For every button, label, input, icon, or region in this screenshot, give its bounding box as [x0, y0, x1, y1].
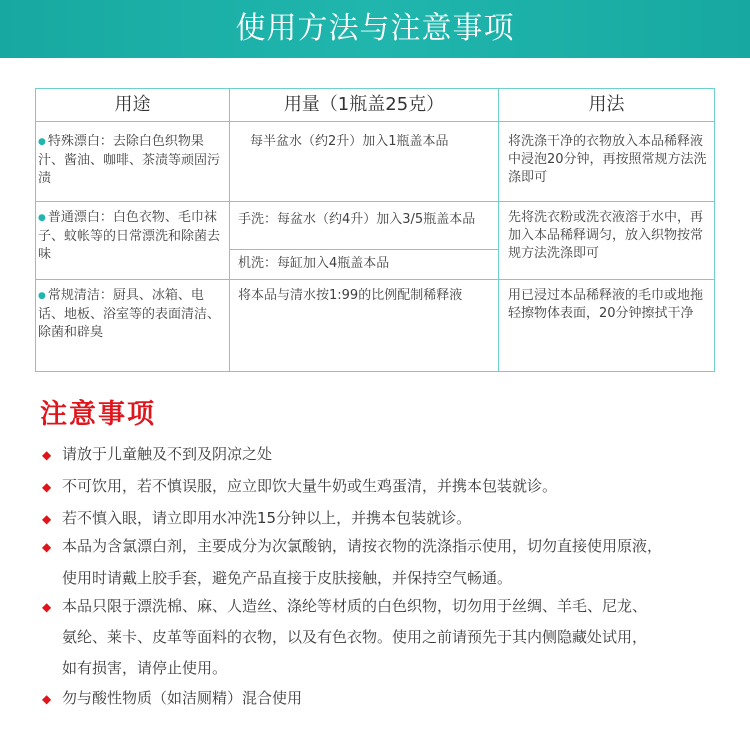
notice-item: ◆ 不可饮用，若不慎误服，应立即饮大量牛奶或生鸡蛋清，并携本包装就诊。: [42, 470, 557, 503]
bullet-icon: ●: [38, 137, 46, 147]
table-cell-use: ● 普通漂白：白色衣物、毛巾袜子、蚊帐等的日常漂洗和除菌去味: [38, 210, 221, 262]
notice-item: ◆ 本品为含氯漂白剂，主要成分为次氯酸钠，请按衣物的洗涤指示使用，切勿直接使用原液，: [42, 530, 662, 563]
table-divider: [229, 89, 230, 371]
notice-item: ◆ 请放于儿童触及不到及阴凉之处: [42, 438, 272, 471]
diamond-bullet-icon: ◆: [42, 512, 52, 526]
notice-item-continued: 氨纶、莱卡、皮革等面料的衣物，以及有色衣物。使用之前请预先于其内侧隐藏处试用，: [62, 628, 648, 646]
notice-title: 注意事项: [40, 399, 156, 430]
column-header-amount: 用量（1瓶盖25克）: [283, 94, 445, 115]
table-cell-amount-hand: 手洗：每盆水（约4升）加入3/5瓶盖本品: [238, 212, 476, 227]
bullet-icon: ●: [38, 291, 46, 301]
table-divider: [498, 89, 499, 371]
notice-item: ◆ 若不慎入眼，请立即用水冲洗15分钟以上，并携本包装就诊。: [42, 502, 471, 535]
diamond-bullet-icon: ◆: [42, 448, 52, 462]
notice-item: ◆ 本品只限于漂洗棉、麻、人造丝、涤纶等材质的白色织物，切勿用于丝绸、羊毛、尼龙、: [42, 590, 647, 623]
table-cell-method: 先将洗衣粉或洗衣液溶于水中，再加入本品稀释调匀，放入织物按常规方法洗涤即可: [508, 210, 704, 261]
table-divider: [230, 249, 498, 250]
table-cell-amount: 每半盆水（约2升）加入1瓶盖本品: [250, 134, 449, 149]
column-header-method: 用法: [588, 94, 625, 115]
bullet-icon: ●: [38, 213, 46, 223]
diamond-bullet-icon: ◆: [42, 600, 52, 614]
table-divider: [36, 121, 714, 122]
column-header-use: 用途: [114, 94, 151, 115]
notice-item-continued: 如有损害，请停止使用。: [62, 659, 228, 677]
table-cell-amount: 将本品与清水按1:99的比例配制稀释液: [238, 288, 463, 303]
diamond-bullet-icon: ◆: [42, 540, 52, 554]
table-divider: [36, 279, 714, 280]
table-cell-method: 将洗涤干净的衣物放入本品稀释液中浸泡20分钟，再按照常规方法洗涤即可: [508, 134, 707, 185]
notice-item-continued: 使用时请戴上胶手套，避免产品直接于皮肤接触，并保持空气畅通。: [62, 569, 513, 587]
notice-item: ◆ 勿与酸性物质（如洁厕精）混合使用: [42, 682, 302, 715]
table-cell-amount-machine: 机洗：每缸加入4瓶盖本品: [238, 256, 390, 271]
diamond-bullet-icon: ◆: [42, 480, 52, 494]
diamond-bullet-icon: ◆: [42, 692, 52, 706]
table-divider: [36, 201, 714, 202]
page-title: 使用方法与注意事项: [0, 0, 750, 58]
usage-table: [35, 88, 715, 372]
table-cell-use: ● 常规清洁：厨具、冰箱、电话、地板、浴室等的表面清洁、除菌和辟臭: [38, 288, 221, 340]
table-cell-method: 用已浸过本品稀释液的毛巾或地拖轻擦物体表面，20分钟擦拭干净: [508, 288, 704, 321]
table-cell-use: ● 特殊漂白：去除白色织物果汁、酱油、咖啡、茶渍等顽固污渍: [38, 134, 221, 186]
